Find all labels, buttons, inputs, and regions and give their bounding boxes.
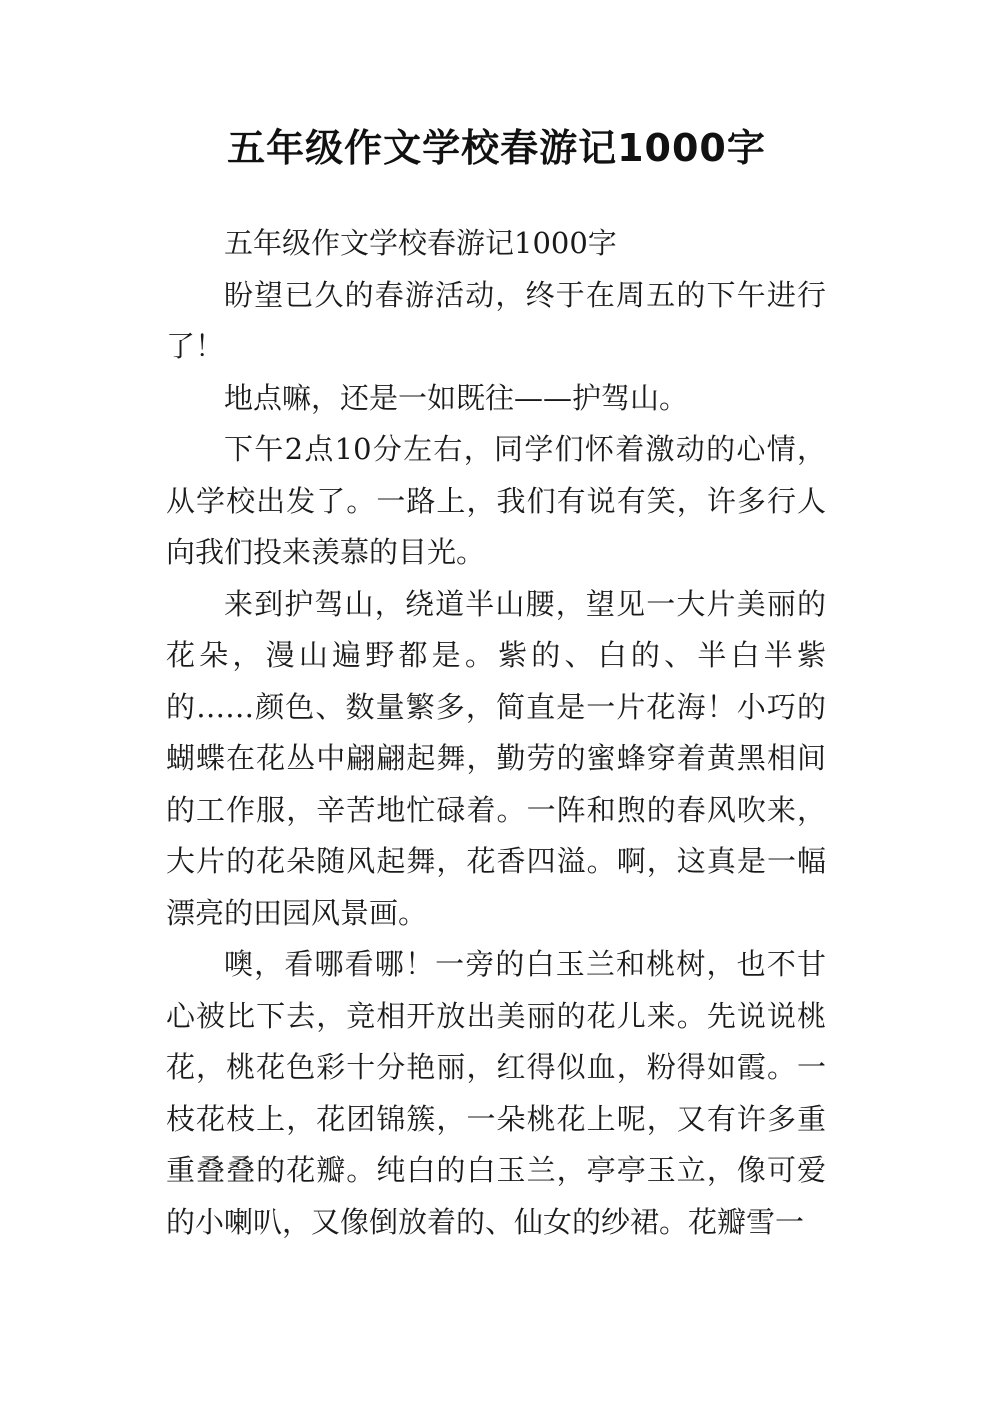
paragraph: 下午2点10分左右，同学们怀着激动的心情，从学校出发了。一路上，我们有说有笑，许多行人向我们投来羡慕的目光。	[166, 432, 826, 569]
paragraph: 地点嘛，还是一如既往——护驾山。	[224, 380, 689, 415]
document-body	[166, 218, 826, 1248]
paragraph: 噢，看哪看哪！一旁的白玉兰和桃树，也不甘心被比下去，竞相开放出美丽的花儿来。先说说桃花，桃花色彩十分艳丽，红得似血，粉得如霞。一枝花枝上，花团锦簇，一朵桃花上呢，又有许多重重叠叠的花瓣。纯白的白玉兰，亭亭玉立，像可爱的小喇叭，又像倒放着的、仙女的纱裙。花瓣雪一	[166, 947, 826, 1239]
document-title: 五年级作文学校春游记1000字	[227, 126, 766, 170]
paragraph: 来到护驾山，绕道半山腰，望见一大片美丽的花朵，漫山遍野都是。紫的、白的、半白半紫的……颜色、数量繁多，简直是一片花海！小巧的蝴蝶在花丛中翩翩起舞，勤劳的蜜蜂穿着黄黑相间的工作服，辛苦地忙碌着。一阵和煦的春风吹来，大片的花朵随风起舞，花香四溢。啊，这真是一幅漂亮的田园风景画。	[166, 586, 826, 930]
paragraph: 盼望已久的春游活动，终于在周五的下午进行了！	[166, 277, 826, 363]
paragraph: 五年级作文学校春游记1000字	[224, 226, 617, 260]
